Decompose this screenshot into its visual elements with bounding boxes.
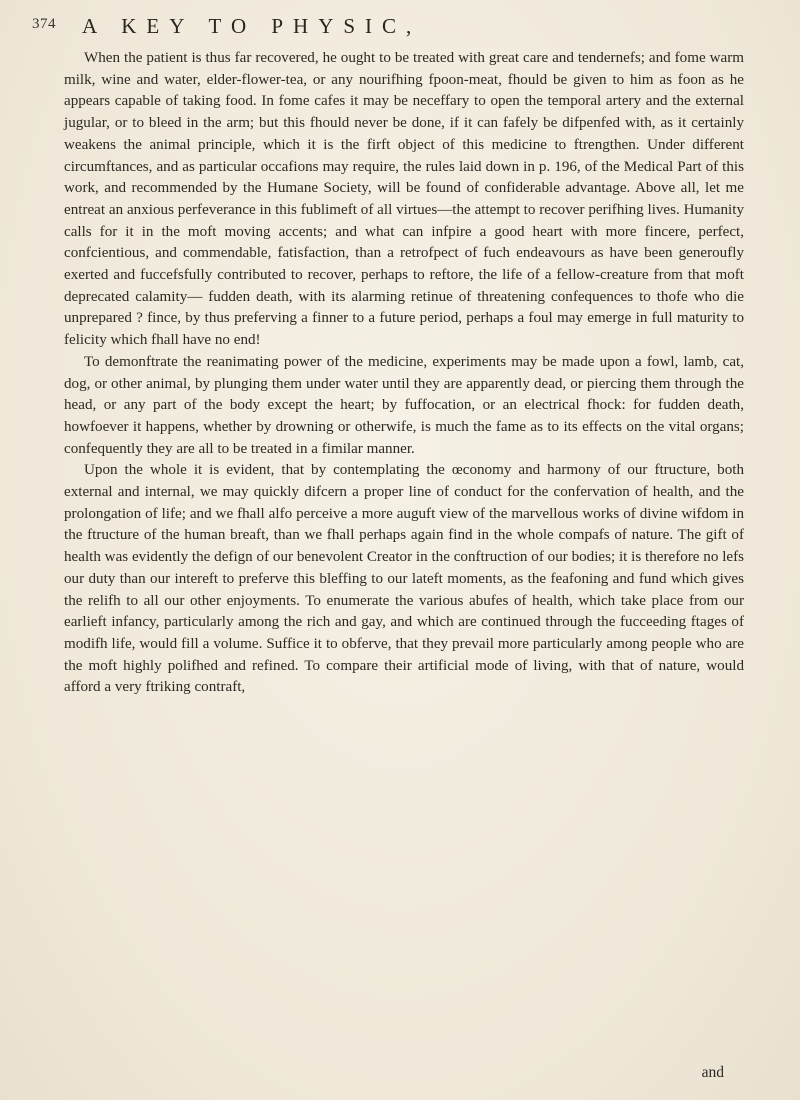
paragraph-recovery-care: When the patient is thus far recovered, he ought to be treated with great care and tendernefs; and fome warm milk, wine and water, elder-flower-tea, or any nourifhing fpoon-meat, fhould be given to him as foon as he appears capable of taking food. In fome cafes it may be neceffary to open the temporal artery and the external jugular, or to bleed in the arm; but this fhould never be done, if it can fafely be difpenfed with, as it certainly weakens the animal principle, which it is the firft object of this medicine to ftrengthen. Under different circumftances, and as particular occafions may require, the rules laid down in p. 196, of the Medical Part of this work, and recommended by the Humane Society, will be found of confiderable advantage. Above all, let me entreat an anxious perfeverance in this fublimeft of all virtues—the attempt to recover perifhing lives. Humanity calls for it in the moft moving accents; and what can infpire a good heart with more fincere, perfect, confcientious, and commendable, fatisfaction, than a retrofpect of fuch endeavours as have been generoufly exerted and fuccefsfully contributed to recover, perhaps to reftore, the life of a fellow-creature from that moft deprecated calamity— fudden death, with its alarming retinue of threatening confequences to thofe who die unprepared ? fince, by thus preferving a finner to a future period, perhaps a foul may emerge in full maturity to felicity which fhall have no end! (64, 50, 744, 349)
paragraph-experiments: To demonftrate the reanimating power of the medicine, experiments may be made upon a fowl, lamb, cat, dog, or other animal, by plunging them under water until they are apparently dead, or piercing them through the head, or any part of the body except the heart; by fuffocation, or an electrical fhock: for fudden death, howfoever it happens, whether by drowning or otherwife, is much the fame as to its effects on the vital organs; confequently they are all to be treated in a fimilar manner. (64, 353, 744, 457)
running-head: A KEY TO PHYSIC, (82, 14, 422, 38)
page-header (32, 14, 772, 42)
catchword: and (701, 1064, 724, 1081)
page-number: 374 (32, 16, 56, 32)
body-text (64, 48, 744, 699)
paragraph-conclusion: Upon the whole it is evident, that by contemplating the œconomy and harmony of our ftructure, both external and internal, we may quickly difcern a proper line of conduct for the confervation of health, and the prolongation of life; and we fhall alfo perceive a more auguft view of the marvellous works of divine wifdom in the ftructure of the human breaft, than we fhall perhaps again find in the whole compafs of nature. The gift of health was evidently the defign of our benevolent Creator in the conftruction of our bodies; it is therefore no lefs our duty than our intereft to preferve this bleffing to our lateft moments, as the feafoning and fund which gives the relifh to all our other enjoyments. To enumerate the various abufes of health, which take place from our earlieft infancy, particularly among the rich and gay, and which are continued through the fucceeding ftages of modifh life, would fill a volume. Suffice it to obferve, that they prevail more particularly among people who are the moft highly polifhed and refined. To compare their artificial mode of living, with that of nature, would afford a very ftriking contraft, (64, 462, 744, 696)
